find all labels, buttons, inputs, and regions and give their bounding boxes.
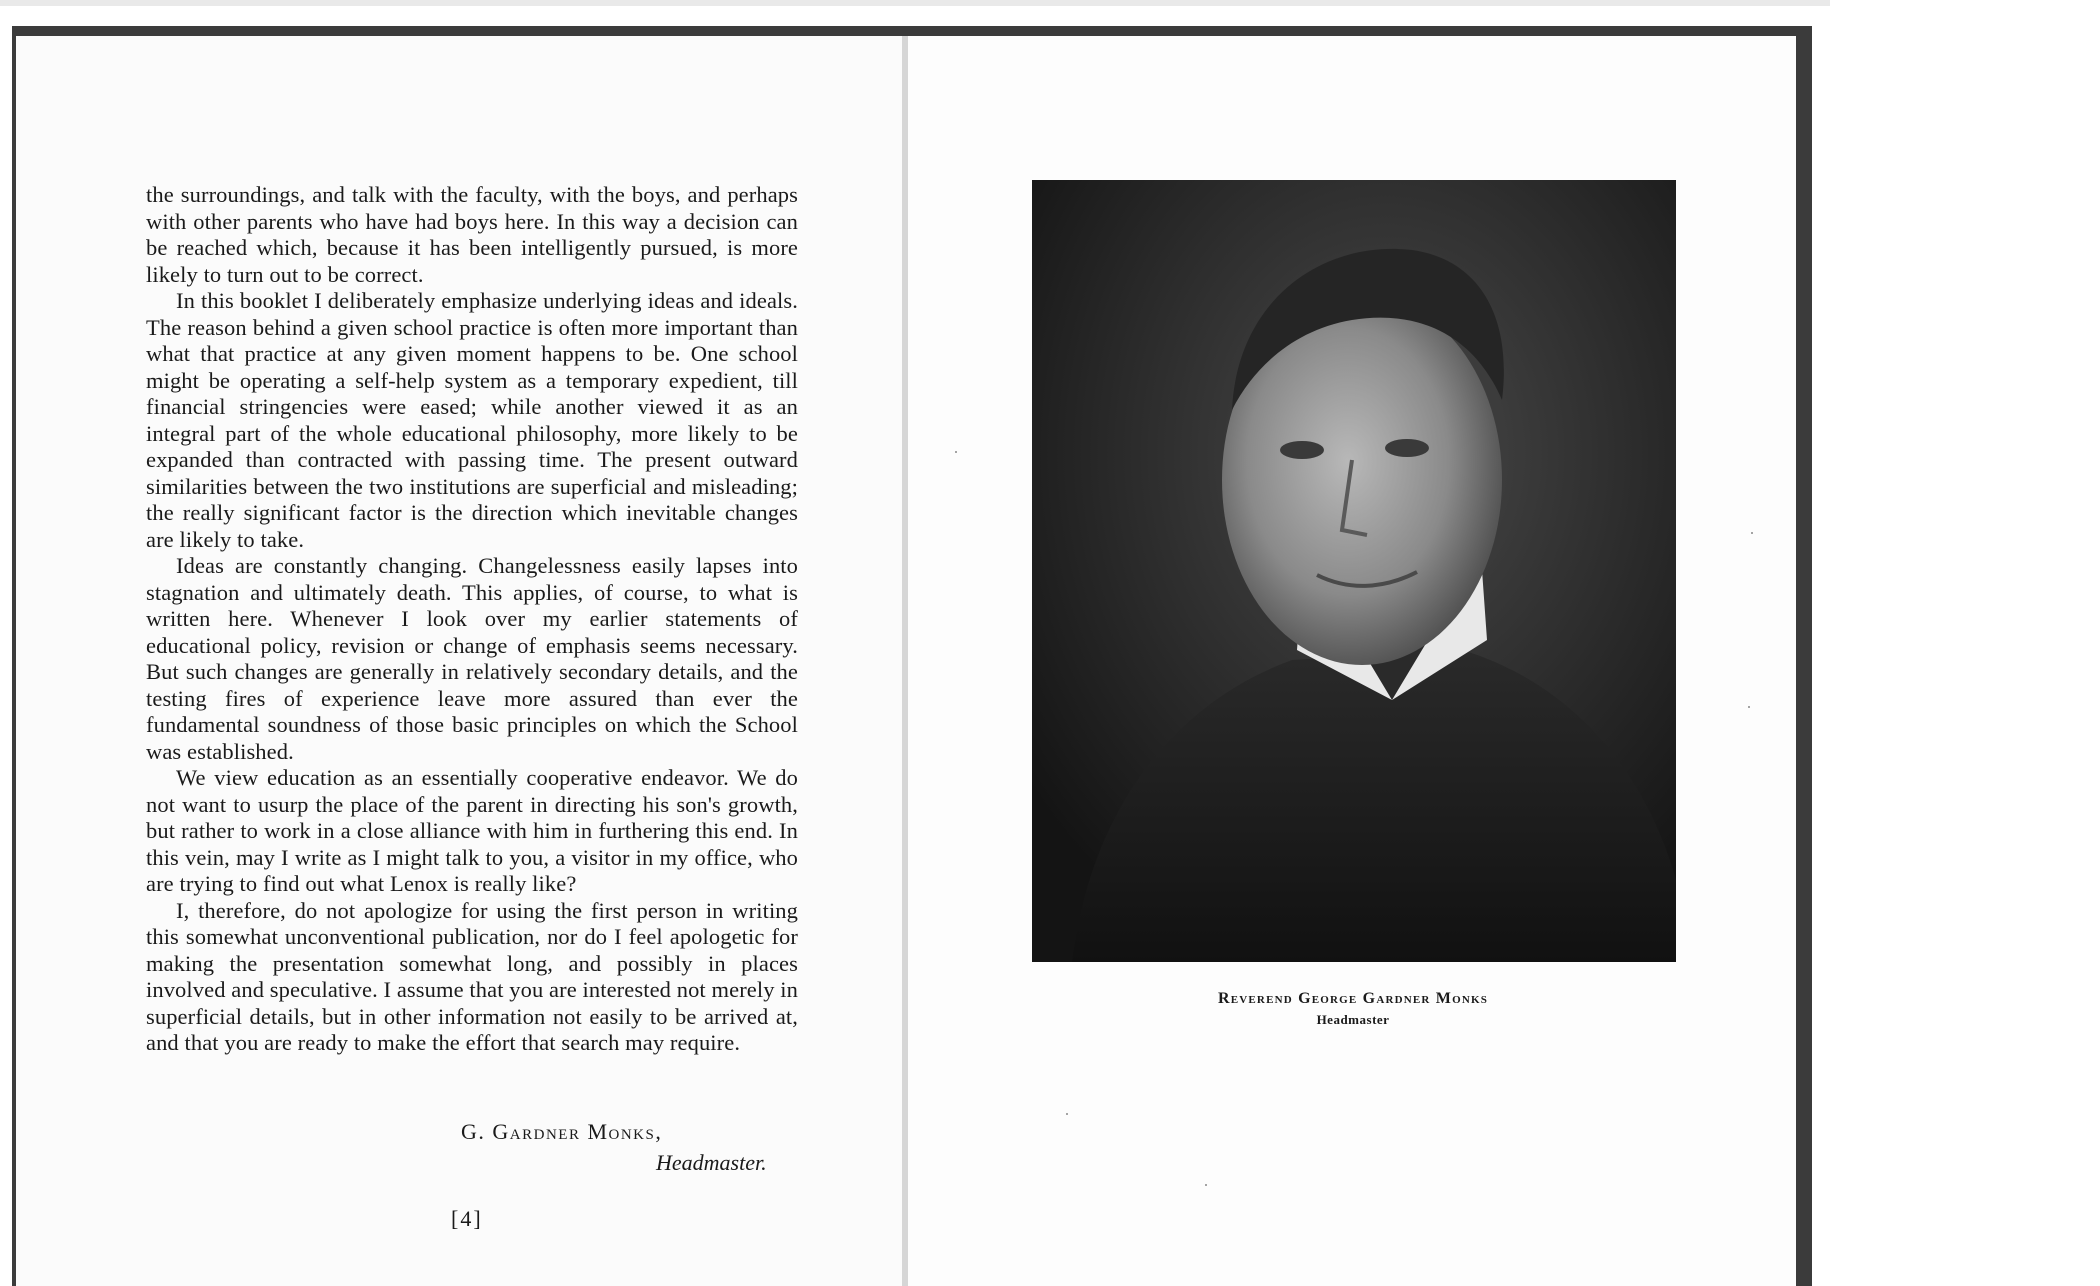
book-spread [12,26,1812,1286]
signature-title: Headmaster. [656,1150,767,1175]
left-page [16,36,902,1286]
paragraph: We view education as an essentially cooperative endeavor. We do not want to usurp the place of the parent in directing his son's growth, but rather to work in a close alliance with him in furthering this end. In this vein, may I write as I might talk to you, a visitor in my office, who are trying to find out what Lenox is really like? [146,765,798,896]
caption-role: Headmaster [1316,1012,1390,1027]
paragraph: Ideas are constantly changing. Changelessness easily lapses into stagnation and ultimately death. This applies, of course, to what is written here. Whenever I look over my earlier statements of educational policy, revision or change of emphasis seems necessary. But such changes are generally in relatively secondary details, and the testing fires of experience leave more assured than ever the fundamental soundness of those basic principles on which the School was established. [146,553,798,764]
body-text [146,182,798,1057]
scan-speck [1751,532,1753,534]
scan-speck [1066,1113,1068,1115]
right-page [908,36,1796,1286]
portrait-image [1032,180,1676,962]
headmaster-portrait [1032,180,1676,962]
page-number: [4] [451,1206,483,1231]
paragraph: In this booklet I deliberately emphasize underlying ideas and ideals. The reason behind a given school practice is often more important than what that practice at any given moment happens to be. One school might be operating a self-help system as a temporary expedient, till financial stringencies were eased; while another viewed it as an integral part of the whole educational philosophy, more likely to be expanded than contracted with passing time. The present outward similarities between the two institutions are superficial and misleading; the really significant factor is the direction which inevitable changes are likely to take. [146,288,798,552]
paragraph: the surroundings, and talk with the faculty, with the boys, and perhaps with other parents who have had boys here. In this way a decision can be reached which, because it has been intelligently pursued, is more likely to turn out to be correct. [146,182,798,287]
scan-speck [1205,1184,1207,1186]
scan-speck [1748,706,1750,708]
scan-speck [955,451,957,453]
caption-name: Reverend George Gardner Monks [1217,990,1489,1007]
portrait-caption [1008,990,1698,1028]
scan-edge [0,0,1830,6]
paragraph: I, therefore, do not apologize for using the first person in writing this somewhat unconventional publication, nor do I feel apologetic for making the presentation somewhat long, and possibly in places involved and speculative. I assume that you are interested not merely in superficial details, but in other information not easily to be arrived at, and that you are ready to make the effort that search may require. [146,897,798,1055]
signature-name: G. Gardner Monks, [461,1119,663,1144]
